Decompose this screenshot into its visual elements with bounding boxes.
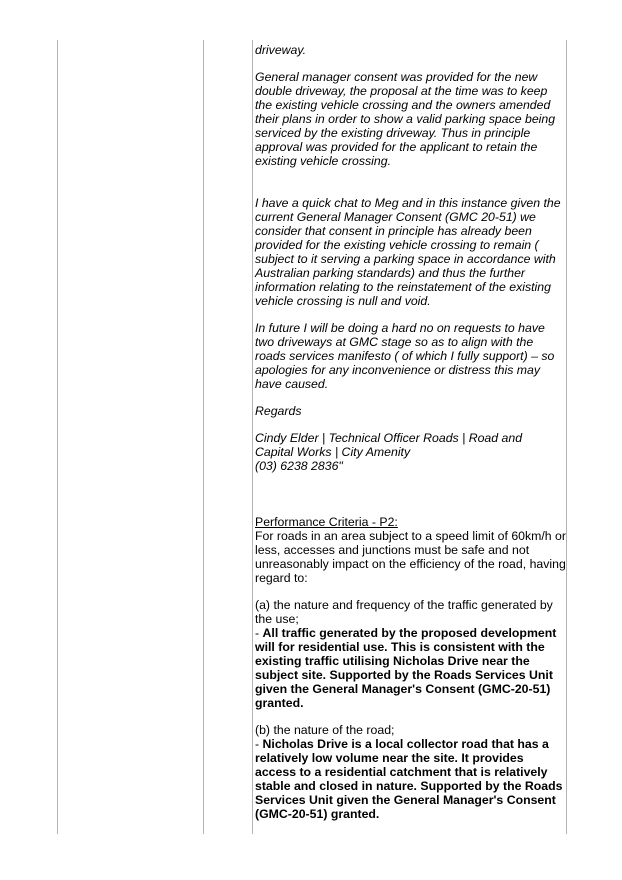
criteria-intro: For roads in an area subject to a speed limit of 60km/h or less, accesses and junctions must be safe and not unreasonably impact on the efficiency of the road, having regard to: [255, 529, 566, 585]
criteria-a-label: (a) the nature and frequency of the traffic generated by the use; [255, 598, 553, 626]
email-fragment: driveway. [255, 43, 307, 57]
email-signature [255, 431, 567, 473]
table-border-col2 [203, 40, 204, 834]
signature-line-2: Capital Works | City Amenity [255, 445, 411, 459]
criteria-b-response-text: Nicholas Drive is a local collector road that has a relatively low volume near the site. It provides access to a residential catchment that is relatively stable and closed in nature. Supported by the Roads Services Unit given the General Manager's Consent (GMC-20-51) granted. [255, 737, 563, 821]
table-border-left [57, 40, 58, 834]
criteria-a-response-text: All traffic generated by the proposed development will for residential use. This is consistent with the existing traffic utilising Nicholas Drive near the subject site. Supported by the Roads Services Unit given the General Manager's Consent (GMC-20-51) granted. [255, 626, 557, 710]
assessment-cell [255, 43, 567, 821]
criteria-b-dash: - [255, 737, 263, 751]
signature-line-1: Cindy Elder | Technical Officer Roads | Road and [255, 431, 523, 445]
email-paragraph-future: In future I will be doing a hard no on requests to have two driveways at GMC stage so as to align with the roads services manifesto ( of which I fully support) – so apologies for any inconvenience or distress this may have caused. [255, 321, 555, 391]
criteria-a-dash: - [255, 626, 263, 640]
criteria-a-response [255, 626, 567, 710]
criteria-b-response [255, 737, 567, 821]
criteria-heading: Performance Criteria - P2: [255, 515, 398, 529]
email-paragraph-consent: General manager consent was provided for the new double driveway, the proposal at the time was to keep the existing vehicle crossing and the owners amended their plans in order to show a valid parking space being serviced by the existing driveway. Thus in principle approval was provided for the applicant to retain the existing vehicle crossing. [255, 70, 556, 168]
signature-line-3: (03) 6238 2836" [255, 459, 343, 473]
criteria-b-label: (b) the nature of the road; [255, 723, 395, 737]
email-paragraph-chat: I have a quick chat to Meg and in this instance given the current General Manager Consent (GMC 20-51) we consider that consent in principle has already been provided for the existing vehicle crossing to remain ( subject to it serving a parking space in accordance with Australian parking standards) and thus the further information relating to the reinstatement of the existing vehicle crossing is null and void. [255, 196, 561, 308]
email-regards: Regards [255, 404, 302, 418]
table-border-col3 [252, 40, 253, 834]
